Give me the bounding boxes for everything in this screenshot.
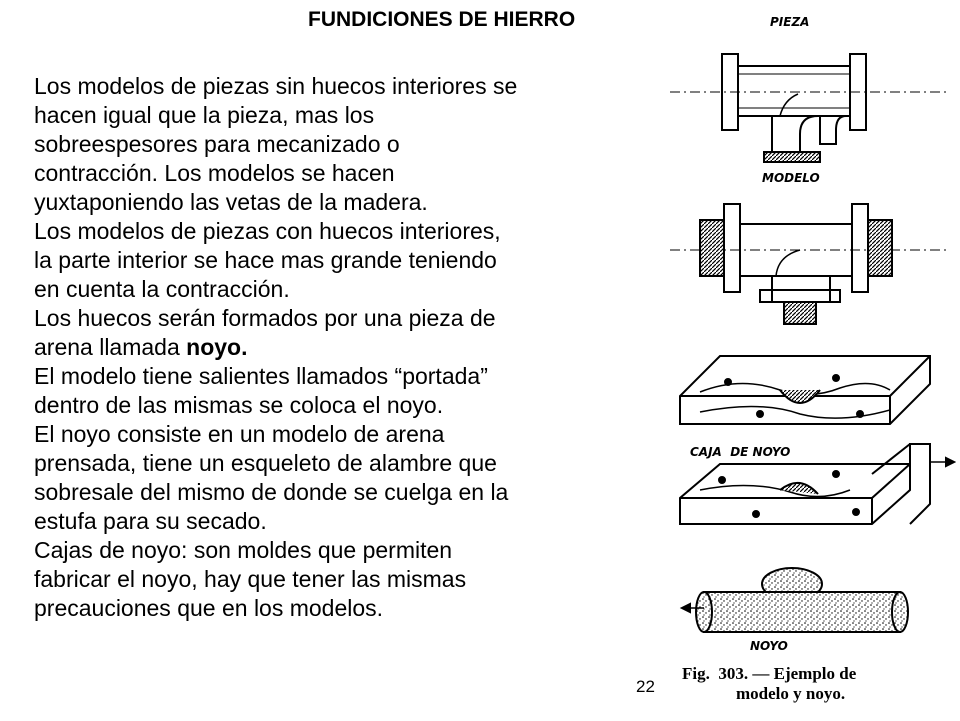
figure-illustration (660, 4, 956, 716)
text-line: la parte interior se hace mas grande teniendo (34, 247, 497, 273)
text-line: contracción. Los modelos se hacen (34, 160, 395, 186)
text-line: El noyo consiste en un modelo de arena (34, 421, 445, 447)
text-line: Los modelos de piezas con huecos interiores, (34, 218, 501, 244)
caption-line-1: Fig. 303. — Ejemplo de (682, 664, 857, 683)
text-line: prensada, tiene un esqueleto de alambre que (34, 450, 497, 476)
text-line: precauciones que en los modelos. (34, 595, 384, 621)
text-line: dentro de las mismas se coloca el noyo. (34, 392, 444, 418)
text-line-noyo (34, 333, 634, 362)
text-line: fabricar el noyo, hay que tener las mismas (34, 566, 467, 592)
text-line: Los huecos serán formados por una pieza de (34, 305, 496, 331)
modelo-drawing (670, 204, 950, 324)
label-noyo: NOYO (750, 639, 788, 653)
text-line: yuxtaponiendo las vetas de la madera. (34, 189, 428, 215)
text-line: hacen igual que la pieza, mas los (34, 102, 375, 128)
figure-caption (682, 664, 954, 704)
text-line: El modelo tiene salientes llamados “portada” (34, 363, 488, 389)
text-line: sobresale del mismo de donde se cuelga en la (34, 479, 509, 505)
noyo-prefix: arena llamada (34, 334, 187, 360)
label-pieza: PIEZA (770, 15, 810, 29)
caption-line-2: modelo y noyo. (736, 684, 846, 703)
label-caja-de-noyo: CAJA DE NOYO (690, 445, 791, 459)
body-text (34, 72, 634, 623)
label-modelo: MODELO (762, 171, 820, 185)
text-line: Los modelos de piezas sin huecos interiores se (34, 73, 518, 99)
noyo-drawing (682, 568, 908, 632)
caja-top-drawing (680, 356, 930, 424)
page-number: 22 (636, 677, 655, 696)
text-line: Cajas de noyo: son moldes que permiten (34, 537, 453, 563)
pieza-drawing (670, 54, 950, 162)
noyo-bold-word: noyo. (186, 334, 248, 360)
text-line: estufa para su secado. (34, 508, 267, 534)
figure-svg (660, 4, 956, 716)
text-line: sobreespesores para mecanizado o (34, 131, 400, 157)
text-line: en cuenta la contracción. (34, 276, 290, 302)
page-title: FUNDICIONES DE HIERRO (308, 8, 576, 31)
